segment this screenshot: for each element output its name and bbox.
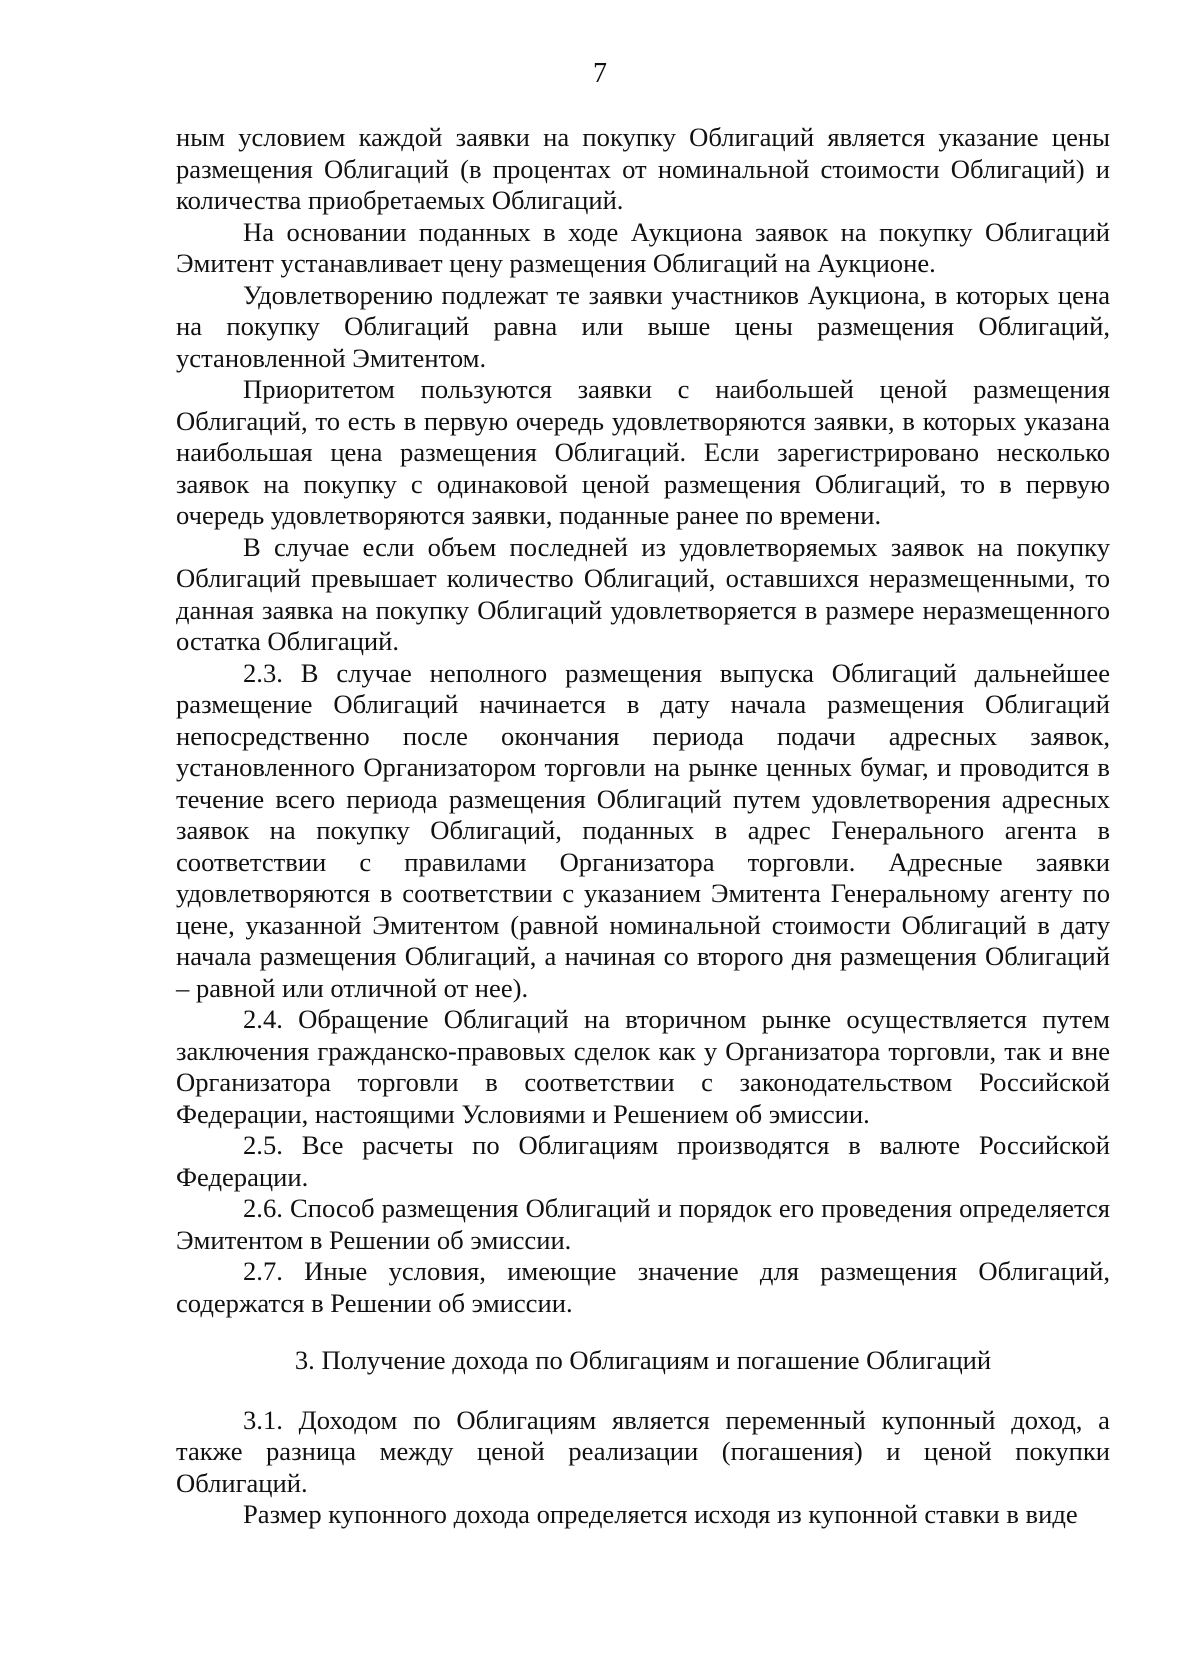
paragraph-clause-2-3: 2.3. В случае неполного размещения выпуска Облигаций дальнейшее размещение Облигаций начинается в дату начала размещения Облигаций непосредственно после окончания периода подачи адресных заявок, установленного Организатором торговли на рынке ценных бумаг, и проводится в течение всего периода размещения Облигаций путем удовлетворения адресных заявок на покупку Облигаций, поданных в адрес Генерального агента в соответствии с правилами Организатора торговли. Адресные заявки удовлетворяются в соответствии с указанием Эмитента Генеральному агенту по цене, указанной Эмитентом (равной номинальной стоимости Облигаций в дату начала размещения Облигаций, а начиная со второго дня размещения Облигаций – равной или отличной от нее). [176, 657, 1110, 1003]
paragraph-clause-2-7: 2.7. Иные условия, имеющие значение для размещения Облигаций, содержатся в Решении об эмиссии. [176, 1256, 1110, 1318]
section-heading: 3. Получение дохода по Облигациям и погашение Облигаций [294, 1345, 992, 1375]
paragraph-satisfaction: Удовлетворению подлежат те заявки участников Аукциона, в которых цена на покупку Облигаций равна или выше цены размещения Облигаций, установленной Эмитентом. [176, 279, 1110, 373]
paragraph-continuation: ным условием каждой заявки на покупку Облигаций является указание цены размещения Облигаций (в процентах от номинальной стоимости Облигаций) и количества приобретаемых Облигаций. [176, 122, 1110, 215]
paragraph-clause-2-5: 2.5. Все расчеты по Облигациям производятся в валюте Российской Федерации. [176, 1130, 1110, 1192]
paragraph-coupon-size: Размер купонного дохода определяется исходя из купонной ставки в виде [243, 1499, 1078, 1529]
paragraph-clause-3-1: 3.1. Доходом по Облигациям является переменный купонный доход, а также разница между ценой реализации (погашения) и ценой покупки Облигаций. [176, 1404, 1110, 1498]
paragraph-last-order: В случае если объем последней из удовлетворяемых заявок на покупку Облигаций превышает количество Облигаций, оставшихся неразмещенными, то данная заявка на покупку Облигаций удовлетворяется в размере неразмещенного остатка Облигаций. [176, 531, 1110, 656]
paragraph-priority: Приоритетом пользуются заявки с наибольшей ценой размещения Облигаций, то есть в первую очередь удовлетворяются заявки, в которых указана наибольшая цена размещения Облигаций. Если зарегистрировано несколько заявок на покупку с одинаковой ценой размещения Облигаций, то в первую очередь удовлетворяются заявки, поданные ранее по времени. [176, 374, 1110, 530]
document-body [176, 122, 1110, 1531]
paragraph-clause-2-4: 2.4. Обращение Облигаций на вторичном рынке осуществляется путем заключения гражданско-правовых сделок как у Организатора торговли, так и вне Организатора торговли в соответствии с законодательством Российской Федерации, настоящими Условиями и Решением об эмиссии. [176, 1004, 1110, 1129]
page-number: 7 [593, 58, 607, 89]
paragraph-clause-2-6: 2.6. Способ размещения Облигаций и порядок его проведения определяется Эмитентом в Решении об эмиссии. [176, 1193, 1110, 1255]
paragraph-auction-basis: На основании поданных в ходе Аукциона заявок на покупку Облигаций Эмитент устанавливает цену размещения Облигаций на Аукционе. [176, 216, 1110, 278]
